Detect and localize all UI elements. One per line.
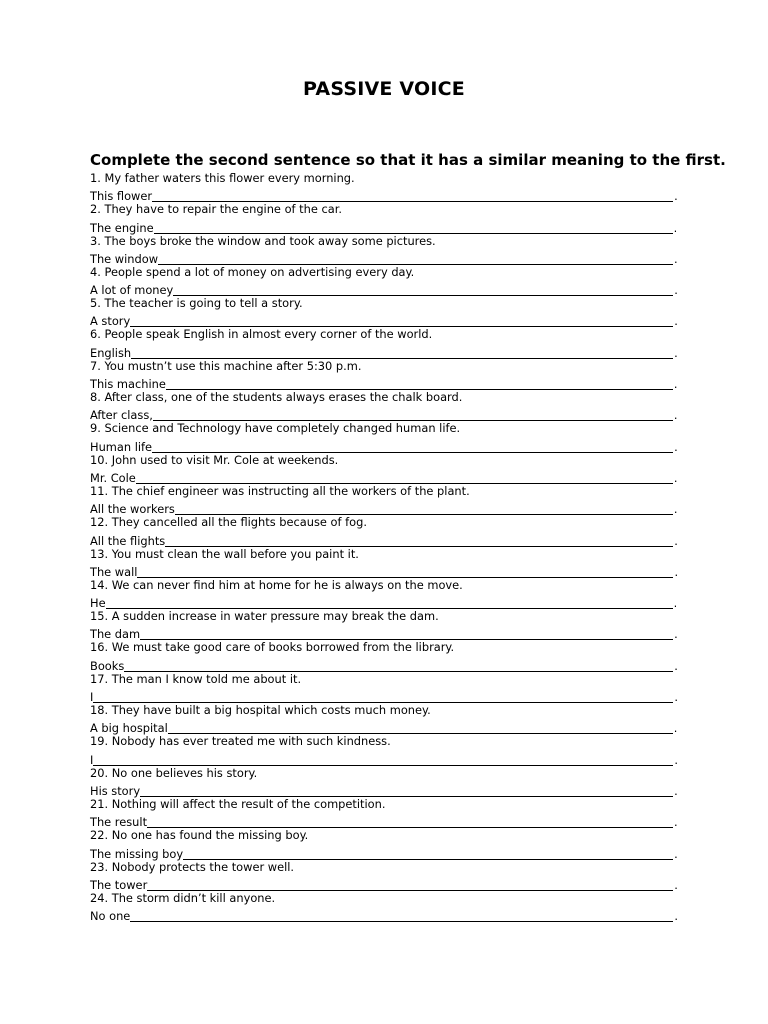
exercise-item [90,609,690,640]
answer-line [90,562,690,578]
answer-prompt: Human life [90,439,153,454]
answer-line [90,531,690,547]
answer-blank[interactable] [166,377,673,390]
answer-end-period: . [673,470,678,485]
answer-prompt: The tower [90,877,148,892]
answer-prompt: Books [90,658,125,673]
answer-prompt: His story [90,783,141,798]
answer-prompt: The engine [90,220,154,235]
exercise-item [90,327,690,358]
answer-line [90,593,690,609]
answer-prompt: No one [90,909,131,924]
exercise-item [90,453,690,484]
answer-end-period: . [674,783,678,798]
answer-end-period: . [674,752,678,767]
exercise-item [90,891,690,922]
exercise-item [90,359,690,390]
answer-prompt: Mr. Cole [90,470,136,485]
exercise-item [90,766,690,797]
exercise-question: 18. They have built a big hospital which costs much money. [90,703,431,718]
answer-prompt: I [90,752,94,767]
answer-prompt: English [90,345,132,360]
answer-blank[interactable] [130,314,673,327]
exercise-item [90,234,690,265]
exercise-question: 5. The teacher is going to tell a story. [90,296,303,311]
answer-end-period: . [673,596,678,611]
answer-prompt: This flower [90,189,153,204]
answer-line [90,218,690,234]
answer-prompt: The missing boy [90,846,184,861]
answer-prompt: A lot of money [90,283,174,298]
answer-end-period: . [673,377,678,392]
exercise-question: 2. They have to repair the engine of the car. [90,202,342,217]
answer-line [90,750,690,766]
exercise-question: 21. Nothing will affect the result of the competition. [90,796,386,811]
exercise-item [90,515,690,546]
answer-line [90,437,690,453]
answer-line [90,781,690,797]
exercise-question: 6. People speak English in almost every corner of the world. [90,327,433,342]
answer-end-period: . [674,439,678,454]
exercise-item [90,860,690,891]
exercise-item [90,296,690,327]
answer-blank[interactable] [153,408,673,421]
answer-line [90,844,690,860]
exercise-question: 19. Nobody has ever treated me with such kindness. [90,734,391,749]
answer-prompt: After class, [90,408,153,423]
answer-line [90,187,690,203]
answer-line [90,875,690,891]
answer-blank[interactable] [137,565,673,578]
answer-blank[interactable] [175,502,673,515]
answer-line [90,656,690,672]
answer-end-period: . [673,220,678,235]
exercise-question: 9. Science and Technology have completely changed human life. [90,421,461,436]
answer-prompt: A big hospital [90,721,168,736]
exercise-question: 14. We can never find him at home for he is always on the move. [90,577,463,592]
answer-line [90,499,690,515]
answer-blank[interactable] [106,596,673,609]
answer-blank[interactable] [93,753,673,766]
answer-end-period: . [674,251,678,266]
answer-blank[interactable] [131,346,673,359]
answer-blank[interactable] [168,721,673,734]
answer-line [90,812,690,828]
answer-blank[interactable] [130,909,673,922]
answer-blank[interactable] [165,534,673,547]
answer-end-period: . [674,189,678,204]
answer-prompt: The window [90,251,159,266]
answer-prompt: All the workers [90,502,175,517]
answer-end-period: . [674,846,678,861]
exercise-question: 24. The storm didn’t kill anyone. [90,890,276,905]
answer-line [90,280,690,296]
answer-end-period: . [674,815,678,830]
answer-prompt: All the flights [90,533,166,548]
exercise-item [90,390,690,421]
answer-line [90,343,690,359]
exercise-question: 23. Nobody protects the tower well. [90,859,295,874]
answer-blank[interactable] [147,878,673,891]
answer-line [90,906,690,922]
exercise-question: 15. A sudden increase in water pressure may break the dam. [90,609,439,624]
exercise-item [90,171,690,202]
answer-end-period: . [674,909,678,924]
exercise-item [90,547,690,578]
exercise-question: 4. People spend a lot of money on advertising every day. [90,264,415,279]
exercise-list [90,171,690,922]
answer-blank[interactable] [124,659,673,672]
answer-end-period: . [674,877,678,892]
exercise-item [90,672,690,703]
exercise-item [90,484,690,515]
exercise-item [90,640,690,671]
answer-blank[interactable] [158,252,673,265]
exercise-question: 10. John used to visit Mr. Cole at weekends. [90,452,339,467]
answer-prompt: He [90,596,106,611]
exercise-question: 20. No one believes his story. [90,765,258,780]
exercise-question: 11. The chief engineer was instructing all the workers of the plant. [90,483,470,498]
answer-end-period: . [674,533,678,548]
answer-line [90,374,690,390]
exercise-item [90,703,690,734]
answer-line [90,625,690,641]
answer-prompt: I [90,690,94,705]
answer-prompt: A story [90,314,131,329]
answer-blank[interactable] [140,784,673,797]
answer-blank[interactable] [140,627,673,640]
answer-end-period: . [674,283,678,298]
exercise-question: 16. We must take good care of books borrowed from the library. [90,640,455,655]
exercise-question: 13. You must clean the wall before you paint it. [90,546,359,561]
answer-blank[interactable] [152,189,673,202]
answer-blank[interactable] [93,690,673,703]
exercise-item [90,265,690,296]
page-title: PASSIVE VOICE [303,78,465,100]
answer-line [90,249,690,265]
answer-blank[interactable] [183,847,673,860]
answer-blank[interactable] [152,440,673,453]
answer-blank[interactable] [147,815,673,828]
instruction-text: Complete the second sentence so that it has a similar meaning to the first. [90,151,726,169]
answer-end-period: . [673,721,678,736]
answer-line [90,719,690,735]
exercise-question: 12. They cancelled all the flights because of fog. [90,515,367,530]
exercise-item [90,734,690,765]
exercise-item [90,421,690,452]
answer-prompt: The wall [90,564,138,579]
exercise-question: 1. My father waters this flower every morning. [90,171,355,185]
answer-end-period: . [674,658,678,673]
answer-line [90,406,690,422]
answer-line [90,312,690,328]
answer-prompt: This machine [90,377,166,392]
answer-end-period: . [674,690,678,705]
exercise-item [90,202,690,233]
exercise-item [90,578,690,609]
answer-end-period: . [674,345,678,360]
exercise-question: 3. The boys broke the window and took away some pictures. [90,233,436,248]
answer-end-period: . [673,408,678,423]
answer-blank[interactable] [154,221,673,234]
answer-line [90,687,690,703]
exercise-question: 7. You mustn’t use this machine after 5:30 p.m. [90,358,362,373]
exercise-question: 22. No one has found the missing boy. [90,828,309,843]
answer-line [90,468,690,484]
exercise-question: 17. The man I know told me about it. [90,671,302,686]
exercise-item [90,828,690,859]
exercise-question: 8. After class, one of the students always erases the chalk board. [90,390,463,405]
answer-end-period: . [674,314,678,329]
answer-end-period: . [674,627,678,642]
answer-prompt: The result [90,815,148,830]
answer-prompt: The dam [90,627,141,642]
answer-end-period: . [673,502,678,517]
answer-blank[interactable] [136,471,673,484]
answer-blank[interactable] [173,283,673,296]
answer-end-period: . [674,564,679,579]
exercise-item [90,797,690,828]
